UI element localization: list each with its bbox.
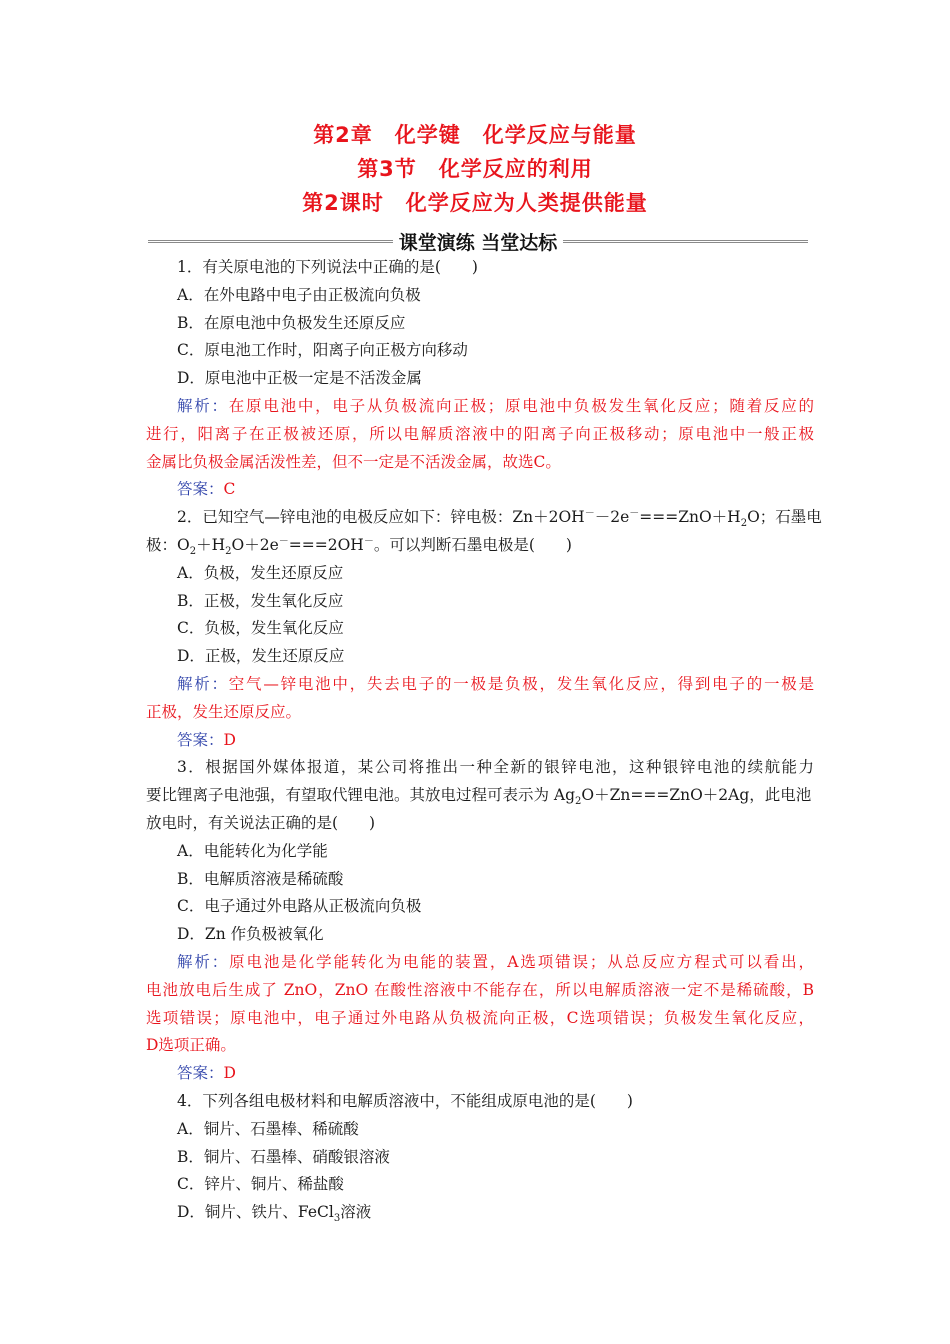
stem-sup: －: [584, 508, 595, 520]
option-d: [146, 1199, 814, 1227]
analysis-line: [146, 393, 814, 421]
banner-rule-left: [148, 240, 393, 243]
stem-text: ===ZnO＋H: [639, 508, 741, 527]
answer-label: 答案：: [177, 730, 224, 749]
stem-text: O＋Zn===ZnO＋2Ag，此电池: [581, 786, 812, 805]
question-stem-cont: [146, 782, 814, 810]
analysis-text: 在原电池中，电子从负极流向正极；原电池中负极发生氧化反应；随着反应的: [228, 396, 814, 415]
question-stem: 4．下列各组电极材料和电解质溶液中，不能组成原电池的是( ): [177, 1091, 633, 1110]
answer-label: 答案：: [177, 1064, 224, 1083]
answer-line: [146, 1060, 814, 1088]
option-a: A．在外电路中电子由正极流向负极: [177, 285, 421, 304]
option-c: C．原电池工作时，阳离子向正极方向移动: [177, 341, 468, 360]
title-block: [0, 118, 950, 220]
stem-text: 要比锂离子电池强，有望取代锂电池。其放电过程可表示为 Ag: [146, 786, 576, 805]
analysis-line: 金属比负极金属活泼性差，但不一定是不活泼金属，故选C。: [146, 452, 561, 471]
analysis-line: D选项正确。: [146, 1036, 236, 1055]
option-b: B．铜片、石墨棒、硝酸银溶液: [177, 1147, 390, 1166]
stem-text: O；石墨电: [747, 508, 822, 527]
stem-sub: 2: [740, 518, 748, 530]
option-a: A．电能转化为化学能: [177, 841, 328, 860]
option-c: C．锌片、铜片、稀盐酸: [177, 1175, 344, 1194]
analysis-label: 解析：: [177, 952, 230, 971]
stem-sub: 2: [575, 796, 582, 808]
analysis-line: [146, 949, 814, 977]
option-text: D．铜片、铁片、FeCl: [177, 1203, 334, 1222]
option-text: 溶液: [340, 1203, 372, 1222]
question-3: [146, 754, 814, 1088]
option-a: A．铜片、石墨棒、稀硫酸: [177, 1119, 359, 1138]
option-d: D．Zn 作负极被氧化: [177, 925, 324, 944]
question-2: [146, 504, 822, 754]
option-a: A．负极，发生还原反应: [177, 563, 344, 582]
analysis-line: 电池放电后生成了 ZnO，ZnO 在酸性溶液中不能存在，所以电解质溶液一定不是稀硫酸，B: [146, 980, 814, 999]
stem-sup: －: [629, 508, 640, 520]
banner-label: 课堂演练 当堂达标: [398, 231, 558, 254]
answer-label: 答案：: [177, 480, 224, 499]
stem-text: 。可以判断石墨电极是( ): [373, 535, 572, 554]
option-b: B．电解质溶液是稀硫酸: [177, 869, 344, 888]
question-4: [146, 1088, 814, 1227]
analysis-line: 选项错误；原电池中，电子通过外电路从负极流向正极，C选项错误；负极发生氧化反应，: [146, 1008, 814, 1027]
stem-sup: －: [278, 535, 289, 547]
stem-sub: 2: [225, 546, 232, 558]
stem-text: O＋2e: [231, 535, 279, 554]
question-stem: 1．有关原电池的下列说法中正确的是( ): [177, 258, 478, 276]
answer-value: D: [223, 1064, 236, 1083]
analysis-label: 解析：: [177, 396, 229, 415]
answer-value: D: [223, 730, 236, 749]
question-stem: [146, 504, 822, 532]
analysis-label: 解析：: [177, 674, 229, 693]
section-title: 第3节 化学反应的利用: [357, 157, 593, 181]
question-list: [146, 254, 822, 1227]
question-stem-cont: [146, 532, 814, 560]
answer-value: C: [223, 480, 236, 499]
analysis-line: 正极，发生还原反应。: [146, 702, 302, 721]
stem-text: 2．已知空气—锌电池的电极反应如下：锌电极：Zn＋2OH: [177, 508, 585, 527]
lesson-title: 第2课时 化学反应为人类提供能量: [302, 191, 648, 215]
option-c: C．电子通过外电路从正极流向负极: [177, 897, 422, 916]
stem-text: ===2OH: [288, 535, 364, 554]
answer-line: [146, 727, 814, 755]
stem-sup: －: [363, 535, 374, 547]
question-stem-cont: 放电时，有关说法正确的是( ): [146, 813, 376, 832]
stem-text: ＋H: [196, 535, 226, 554]
question-1: [146, 254, 814, 504]
option-d: D．正极，发生还原反应: [177, 647, 345, 666]
analysis-line: [146, 671, 814, 699]
stem-text: 极：O: [146, 535, 190, 554]
option-b: B．正极，发生氧化反应: [177, 591, 344, 610]
option-c: C．负极，发生氧化反应: [177, 619, 344, 638]
stem-text: －2e: [594, 508, 630, 527]
option-b: B．在原电池中负极发生还原反应: [177, 313, 406, 332]
option-d: D．原电池中正极一定是不活泼金属: [177, 369, 422, 388]
stem-sub: 2: [189, 546, 197, 558]
chapter-title: 第2章 化学键 化学反应与能量: [313, 123, 637, 147]
question-stem: 3．根据国外媒体报道，某公司将推出一种全新的银锌电池，这种银锌电池的续航能力: [177, 758, 814, 777]
analysis-text: 原电池是化学能转化为电能的装置，A选项错误；从总反应方程式可以看出，: [229, 952, 814, 971]
analysis-text: 空气—锌电池中，失去电子的一极是负极，发生氧化反应，得到电子的一极是: [228, 674, 814, 693]
option-sub: 3: [333, 1213, 341, 1225]
answer-line: [146, 476, 814, 504]
section-banner: [148, 226, 808, 256]
analysis-line: 进行，阳离子在正极被还原，所以电解质溶液中的阳离子向正极移动；原电池中一般正极: [146, 424, 814, 443]
banner-rule-right: [563, 240, 808, 243]
